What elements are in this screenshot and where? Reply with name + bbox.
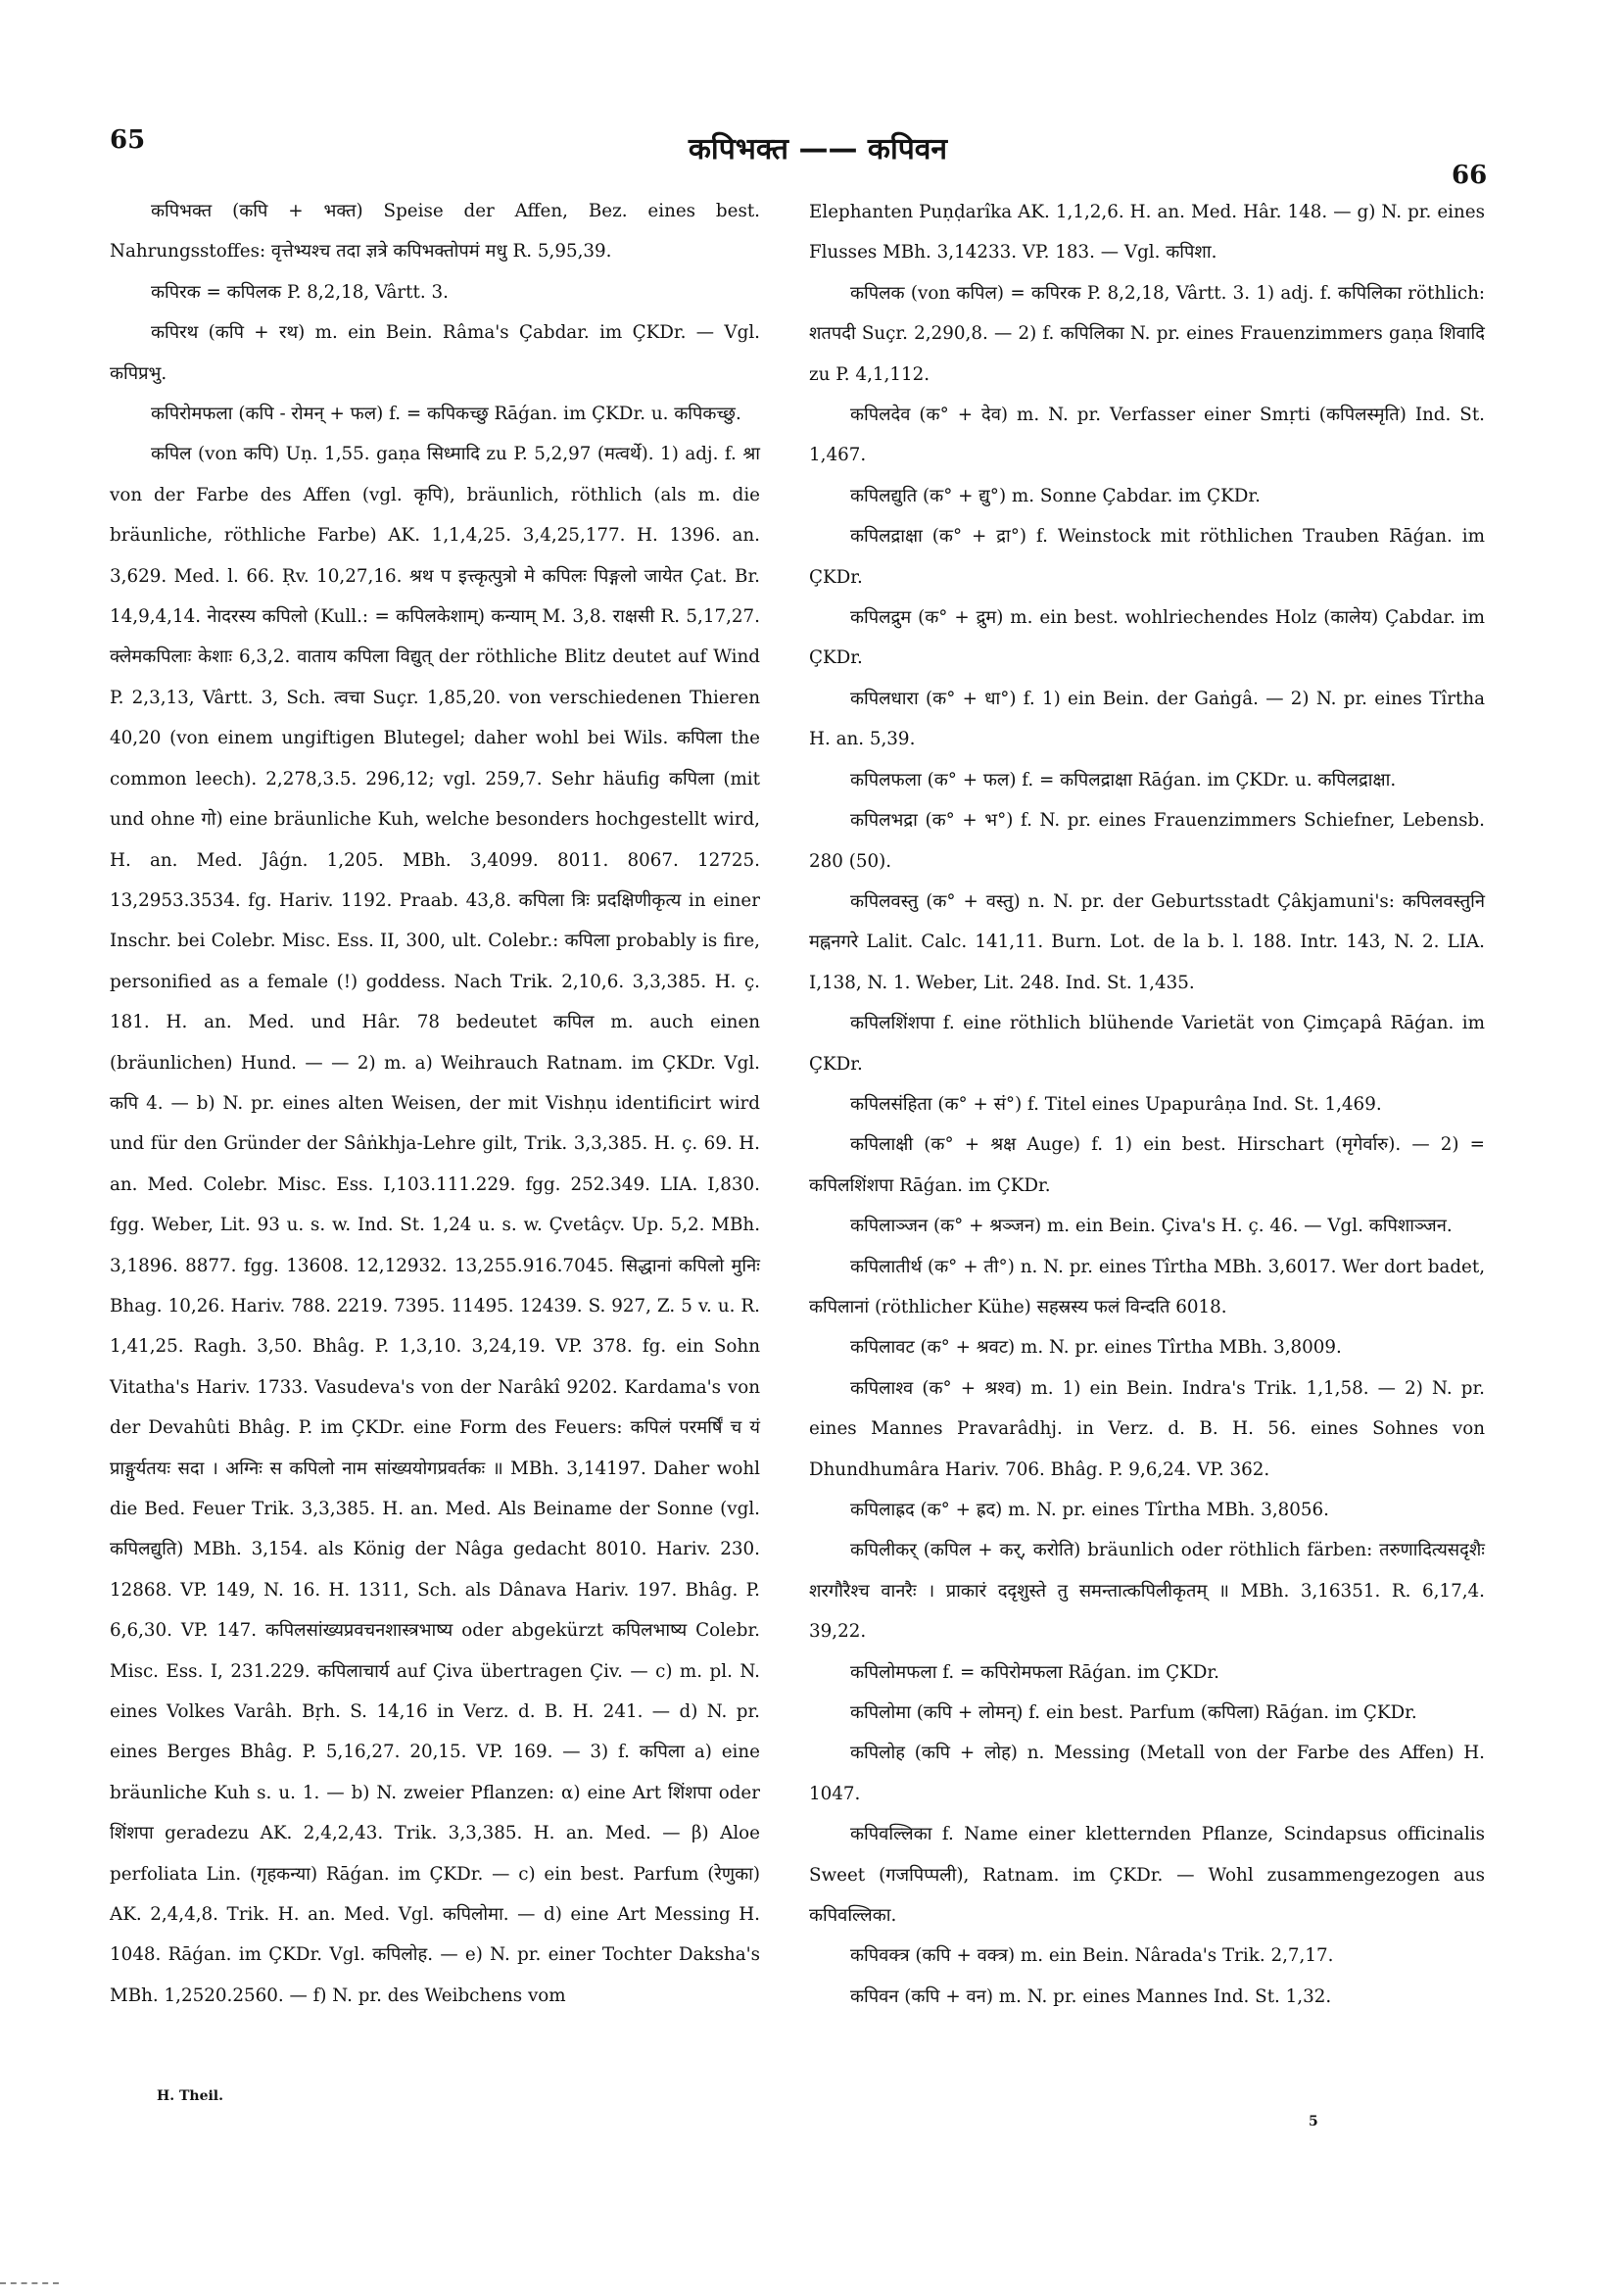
dictionary-entry: कपिभक्त (कपि + भक्त) Speise der Affen, Bez. eines best. Nahrungsstoffes: वृत्तेभ्यश्च तदा ज्ञत्रे कपिभक्तोपमं मधु R. 5,95,39.: [110, 201, 760, 263]
dictionary-entry: कपिलातीर्थ (क° + ती°) n. N. pr. eines Tîrtha MBh. 3,6017. Wer dort badet, कपिलानां (röthlicher Kühe) सहस्रस्य फलं विन्दति 6018.: [809, 1256, 1485, 1317]
dictionary-entry: कपिलशिंशपा f. eine röthlich blühende Varietät von Çimçapâ Rāǵan. im ÇKDr.: [809, 1013, 1485, 1075]
dictionary-entry: कपिलफला (क° + फल) f. = कपिलद्राक्षा Rāǵan. im ÇKDr. u. कपिलद्राक्षा.: [850, 769, 1397, 790]
dictionary-entry: कपिलाह्रद (क° + ह्रद) m. N. pr. eines Tîrtha MBh. 3,8056.: [850, 1500, 1329, 1520]
dictionary-entry: कपिलदेव (क° + देव) m. N. pr. Verfasser einer Smṛti (कपिलस्मृति) Ind. St. 1,467.: [809, 405, 1485, 466]
dictionary-entry: कपिलाक्षी (क° + श्रक्ष Auge) f. 1) ein best. Hirschart (मृगेर्वारु). — 2) = कपिलशिंशपा Rāǵan. im ÇKDr.: [809, 1134, 1485, 1196]
dictionary-entry: कपिलाश्व (क° + श्रश्व) m. 1) ein Bein. Indra's Trik. 1,1,58. — 2) N. pr. eines Mannes Pravarâdhj. in Verz. d. B. H. 56. eines Sohnes von Dhundhumâra Hariv. 706. Bhâg. P. 9,6,24. VP. 362.: [809, 1377, 1485, 1480]
dictionary-entry: कपिलसंहिता (क° + सं°) f. Titel eines Upapurâṇa Ind. St. 1,469.: [850, 1093, 1382, 1115]
dictionary-entry: कपिलद्युति (क° + द्यु°) m. Sonne Çabdar. im ÇKDr.: [850, 485, 1261, 506]
dictionary-entry: कपिलोह (कपि + लोह) n. Messing (Metall von der Farbe des Affen) H. 1047.: [809, 1743, 1485, 1804]
dictionary-entry: कपिरक = कपिलक P. 8,2,18, Vârtt. 3.: [151, 281, 449, 303]
dictionary-entry: कपिलद्राक्षा (क° + द्रा°) f. Weinstock mit röthlichen Trauben Rāǵan. im ÇKDr.: [809, 526, 1485, 588]
right-column: [809, 192, 1485, 2017]
dictionary-entry: कपिलद्रुम (क° + द्रुम) m. ein best. wohlriechendes Holz (कालेय) Çabdar. im ÇKDr.: [809, 607, 1485, 669]
dictionary-entry: कपिलाञ्जन (क° + श्रञ्जन) m. ein Bein. Çiva's H. ç. 46. — Vgl. कपिशाञ्जन.: [850, 1216, 1453, 1237]
dictionary-entry: कपिलोमफला f. = कपिरोमफला Rāǵan. im ÇKDr.: [850, 1661, 1219, 1683]
dictionary-entry: कपिवल्लिका f. Name einer kletternden Pflanze, Scindapsus officinalis Sweet (गजपिप्पली), Ratnam. im ÇKDr. — Wohl zusammengezogen aus कपिवल्लिका.: [809, 1824, 1485, 1927]
dictionary-entry: कपिलवस्तु (क° + वस्तु) n. N. pr. der Geburtsstadt Çâkjamuni's: कपिलवस्तुनि मह्ननगरे Lalit. Calc. 141,11. Burn. Lot. de la b. l. 188. Intr. 143, N. 2. LIA. I,138, N. 1. Weber, Lit. 248. Ind. St. 1,435.: [809, 890, 1485, 993]
dictionary-entry: कपिलावट (क° + श्रवट) m. N. pr. eines Tîrtha MBh. 3,8009.: [850, 1337, 1342, 1359]
left-column: [110, 191, 760, 2016]
dictionary-entry: कपिलभद्रा (क° + भ°) f. N. pr. eines Frauenzimmers Schiefner, Lebensb. 280 (50).: [809, 810, 1485, 872]
page-number-left: 65: [110, 125, 146, 155]
dictionary-entry: कपिरोमफला (कपि - रोमन् + फल) f. = कपिकच्छु Rāǵan. im ÇKDr. u. कपिकच्छु.: [151, 404, 741, 425]
dictionary-entry: Elephanten Puṇḍarîka AK. 1,1,2,6. H. an. Med. Hâr. 148. — g) N. pr. eines Flusses MBh. 3,14233. VP. 183. — Vgl. कपिशा.: [809, 202, 1485, 263]
dictionary-entry: कपिवक्त्र (कपि + वक्त्र) m. ein Bein. Nârada's Trik. 2,7,17.: [850, 1945, 1334, 1967]
running-head: कपिभक्त —— कपिवन: [688, 132, 948, 167]
signature-mark: 5: [1309, 2114, 1318, 2129]
dictionary-entry: कपिलोमा (कपि + लोमन्) f. ein best. Parfum (कपिला) Rāǵan. im ÇKDr.: [850, 1702, 1417, 1724]
dictionary-entry: कपिलधारा (क° + धा°) f. 1) ein Bein. der Gaṅgâ. — 2) N. pr. eines Tîrtha H. an. 5,39.: [809, 688, 1485, 750]
scan-edge-dash: [0, 2282, 59, 2284]
dictionary-entry: कपिवन (कपि + वन) m. N. pr. eines Mannes Ind. St. 1,32.: [850, 1985, 1332, 2007]
left-column-footer: H. Theil.: [157, 2088, 223, 2104]
page-number-right: 66: [1452, 161, 1488, 190]
dictionary-entry: कपिरथ (कपि + रथ) m. ein Bein. Râma's Çabdar. im ÇKDr. — Vgl. कपिप्रभु.: [110, 322, 760, 384]
dictionary-entry: कपिलीकर् (कपिल + कर्, करोति) bräunlich oder röthlich färben: तरुणादित्यसदृशैः शरगौरैश्च वानरैः । प्राकारं ददृशुस्ते तु समन्तात्कपिलीकृतम् ॥ MBh. 3,16351. R. 6,17,4. 39,22.: [809, 1540, 1485, 1643]
dictionary-entry: कपिल (von कपि) Uṇ. 1,55. gaṇa सिध्मादि zu P. 5,2,97 (मत्वर्थे). 1) adj. f. श्रा von der Farbe des Affen (vgl. कृपि), bräunlich, röthlich (als m. die bräunliche, röthliche Farbe) AK. 1,1,4,25. 3,4,25,177. H. 1396. an. 3,629. Med. l. 66. Ṛv. 10,27,16. श्रथ प इत्त्कृत्पुत्रो मे कपिलः पिङ्गलो जायेत Çat. Br. 14,9,4,14. नेादरस्य कपिलो (Kull.: = कपिलकेशाम्) कन्याम् M. 3,8. राक्षसी R. 5,17,27. क्लेमकपिलाः केशाः 6,3,2. वाताय कपिला विद्युत् der röthliche Blitz deutet auf Wind P. 2,3,13, Vârtt. 3, Sch. त्वचा Suçr. 1,85,20. von verschiedenen Thieren 40,20 (von einem ungiftigen Blutegel; daher wohl bei Wils. कपिला the common leech). 2,278,3.5. 296,12; vgl. 259,7. Sehr häufig कपिला (mit und ohne गो) eine bräunliche Kuh, welche besonders hochgestellt wird, H. an. Med. Jâǵn. 1,205. MBh. 3,4099. 8011. 8067. 12725. 13,2953.3534. fg. Hariv. 1192. Praab. 43,8. कपिला त्रिः प्रदक्षिणीकृत्य in einer Inschr. bei Colebr. Misc. Ess. II, 300, ult. Colebr.: कपिला probably is fire, personified as a female (!) goddess. Nach Trik. 2,10,6. 3,3,385. H. ç. 181. H. an. Med. und Hâr. 78 bedeutet कपिल m. auch einen (bräunlichen) Hund. — — 2) m. a) Weihrauch Ratnam. im ÇKDr. Vgl. कपि 4. — b) N. pr. eines alten Weisen, der mit Vishṇu identificirt wird und für den Gründer der Sâṅkhja-Lehre gilt, Trik. 3,3,385. H. ç. 69. H. an. Med. Colebr. Misc. Ess. I,103.111.229. fgg. 252.349. LIA. I,830. fgg. Weber, Lit. 93 u. s. w. Ind. St. 1,24 u. s. w. Çvetâçv. Up. 5,2. MBh. 3,1896. 8877. fgg. 13608. 12,12932. 13,255.916.7045. सिद्धानां कपिलो मुनिः Bhag. 10,26. Hariv. 788. 2219. 7395. 11495. 12439. S. 927, Z. 5 v. u. R. 1,41,25. Ragh. 3,50. Bhâg. P. 1,3,10. 3,24,19. VP. 378. fg. ein Sohn Vitatha's Hariv. 1733. Vasudeva's von der Narâkî 9202. Kardama's von der Devahûti Bhâg. P. im ÇKDr. eine Form des Feuers: कपिलं परमर्षिं च यं प्राङ्गुर्यतयः सदा । अग्निः स कपिलो नाम सांख्ययोगप्रवर्तकः ॥ MBh. 3,14197. Daher wohl die Bed. Feuer Trik. 3,3,385. H. an. Med. Als Beiname der Sonne (vgl. कपिलद्युति) MBh. 3,154. als König der Nâga gedacht 8010. Hariv. 230. 12868. VP. 149, N. 16. H. 1311, Sch. als Dânava Hariv. 197. Bhâg. P. 6,6,30. VP. 147. कपिलसांख्यप्रवचनशास्त्रभाष्य oder abgekürzt कपिलभाष्य Colebr. Misc. Ess. I, 231.229. कपिलाचार्य auf Çiva übertragen Çiv. — c) m. pl. N. eines Volkes Varâh. Bṛh. S. 14,16 in Verz. d. B. H. 241. — d) N. pr. eines Berges Bhâg. P. 5,16,27. 20,15. VP. 169. — 3) f. कपिला a) eine bräunliche Kuh s. u. 1. — b) N. zweier Pflanzen: α) eine Art शिंशपा oder शिंशपा geradezu AK. 2,4,2,43. Trik. 3,3,385. H. an. Med. — β) Aloe perfoliata Lin. (गृहकन्या) Rāǵan. im ÇKDr. — c) ein best. Parfum (रेणुका) AK. 2,4,4,8. Trik. H. an. Med. Vgl. कपिलोमा. — d) eine Art Messing H. 1048. Rāǵan. im ÇKDr. Vgl. कपिलोह. — e) N. pr. einer Tochter Daksha's MBh. 1,2520.2560. — f) N. pr. des Weibchens vom: [110, 444, 760, 2006]
dictionary-entry: कपिलक (von कपिल) = कपिरक P. 8,2,18, Vârtt. 3. 1) adj. f. कपिलिका röthlich: शतपदी Suçr. 2,290,8. — 2) f. कपिलिका N. pr. eines Frauenzimmers gaṇa शिवादि zu P. 4,1,112.: [809, 282, 1485, 385]
